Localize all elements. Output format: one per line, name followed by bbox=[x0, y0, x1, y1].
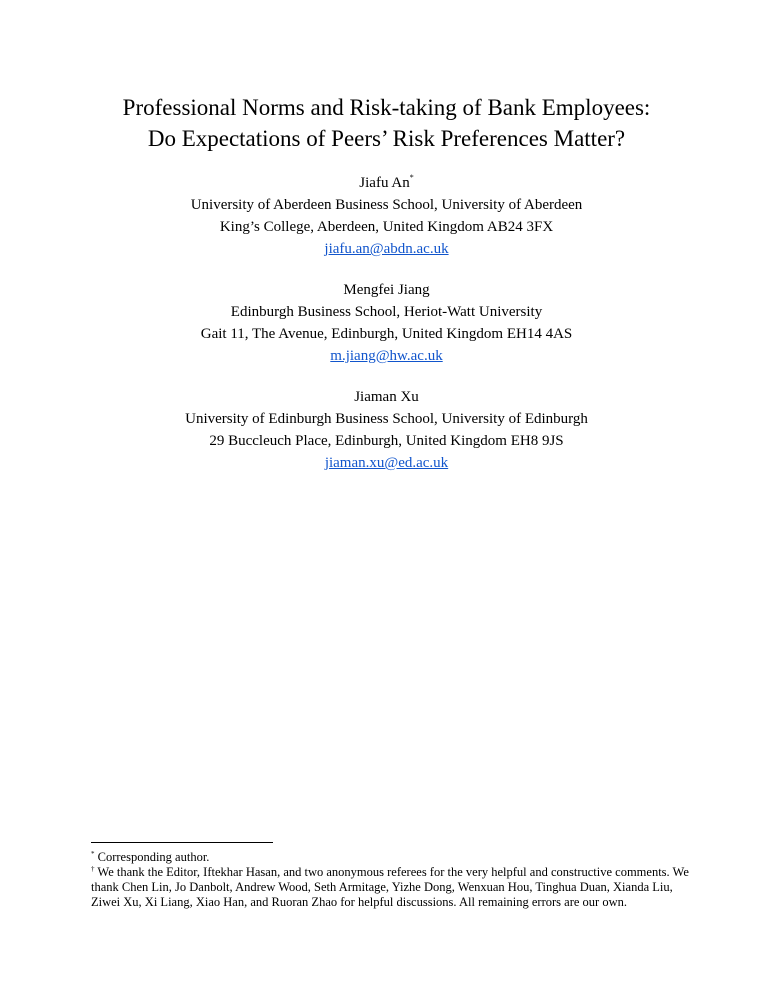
footnote-separator bbox=[91, 842, 273, 843]
title-line-1: Professional Norms and Risk-taking of Bank Employees: bbox=[122, 95, 651, 120]
title-line-2: Do Expectations of Peers’ Risk Preferences Matter? bbox=[147, 126, 626, 151]
author-name: Mengfei Jiang bbox=[343, 282, 430, 298]
author-name: Jiaman Xu bbox=[354, 389, 419, 405]
footnote-text: We thank the Editor, Iftekhar Hasan, and two anonymous referees for the very helpful and constructive comments. We thank Chen Lin, Jo Danbolt, Andrew Wood, Seth Armitage, Yizhe Dong, Wenxuan Hou, Tinghua Duan, Xianda Liu, Ziwei Xu, Xi Liang, Xiao Han, and Ruoran Zhao for helpful discussions. All remaining errors are our own. bbox=[91, 865, 689, 909]
author-email-link[interactable]: jiafu.an@abdn.ac.uk bbox=[324, 241, 449, 257]
author-affiliation: Edinburgh Business School, Heriot-Watt University bbox=[230, 304, 543, 320]
footnote-corresponding bbox=[91, 850, 691, 865]
author-email-link[interactable]: jiaman.xu@ed.ac.uk bbox=[324, 455, 449, 471]
footnote-text: Corresponding author. bbox=[94, 850, 210, 864]
author-affiliation: University of Aberdeen Business School, University of Aberdeen bbox=[190, 197, 583, 213]
author-email-link[interactable]: m.jiang@hw.ac.uk bbox=[330, 348, 443, 364]
footnotes bbox=[91, 850, 691, 910]
author-name-text: Jiafu An bbox=[359, 175, 410, 191]
author-address: King’s College, Aberdeen, United Kingdom AB24 3FX bbox=[219, 219, 554, 235]
author-block-xu bbox=[0, 386, 773, 474]
author-block-jiang bbox=[0, 279, 773, 367]
author-address: Gait 11, The Avenue, Edinburgh, United Kingdom EH14 4AS bbox=[200, 326, 573, 342]
author-list bbox=[0, 172, 773, 493]
footnote-mark: † bbox=[91, 865, 95, 873]
paper-title bbox=[0, 92, 773, 154]
footnote-mark: * bbox=[91, 850, 95, 858]
author-affiliation: University of Edinburgh Business School, University of Edinburgh bbox=[185, 411, 588, 427]
author-address: 29 Buccleuch Place, Edinburgh, United Kingdom EH8 9JS bbox=[209, 433, 564, 449]
author-name bbox=[0, 172, 773, 194]
footnote-acknowledgements bbox=[91, 865, 691, 910]
author-block-an bbox=[0, 172, 773, 260]
corresponding-author-mark: * bbox=[409, 173, 414, 182]
